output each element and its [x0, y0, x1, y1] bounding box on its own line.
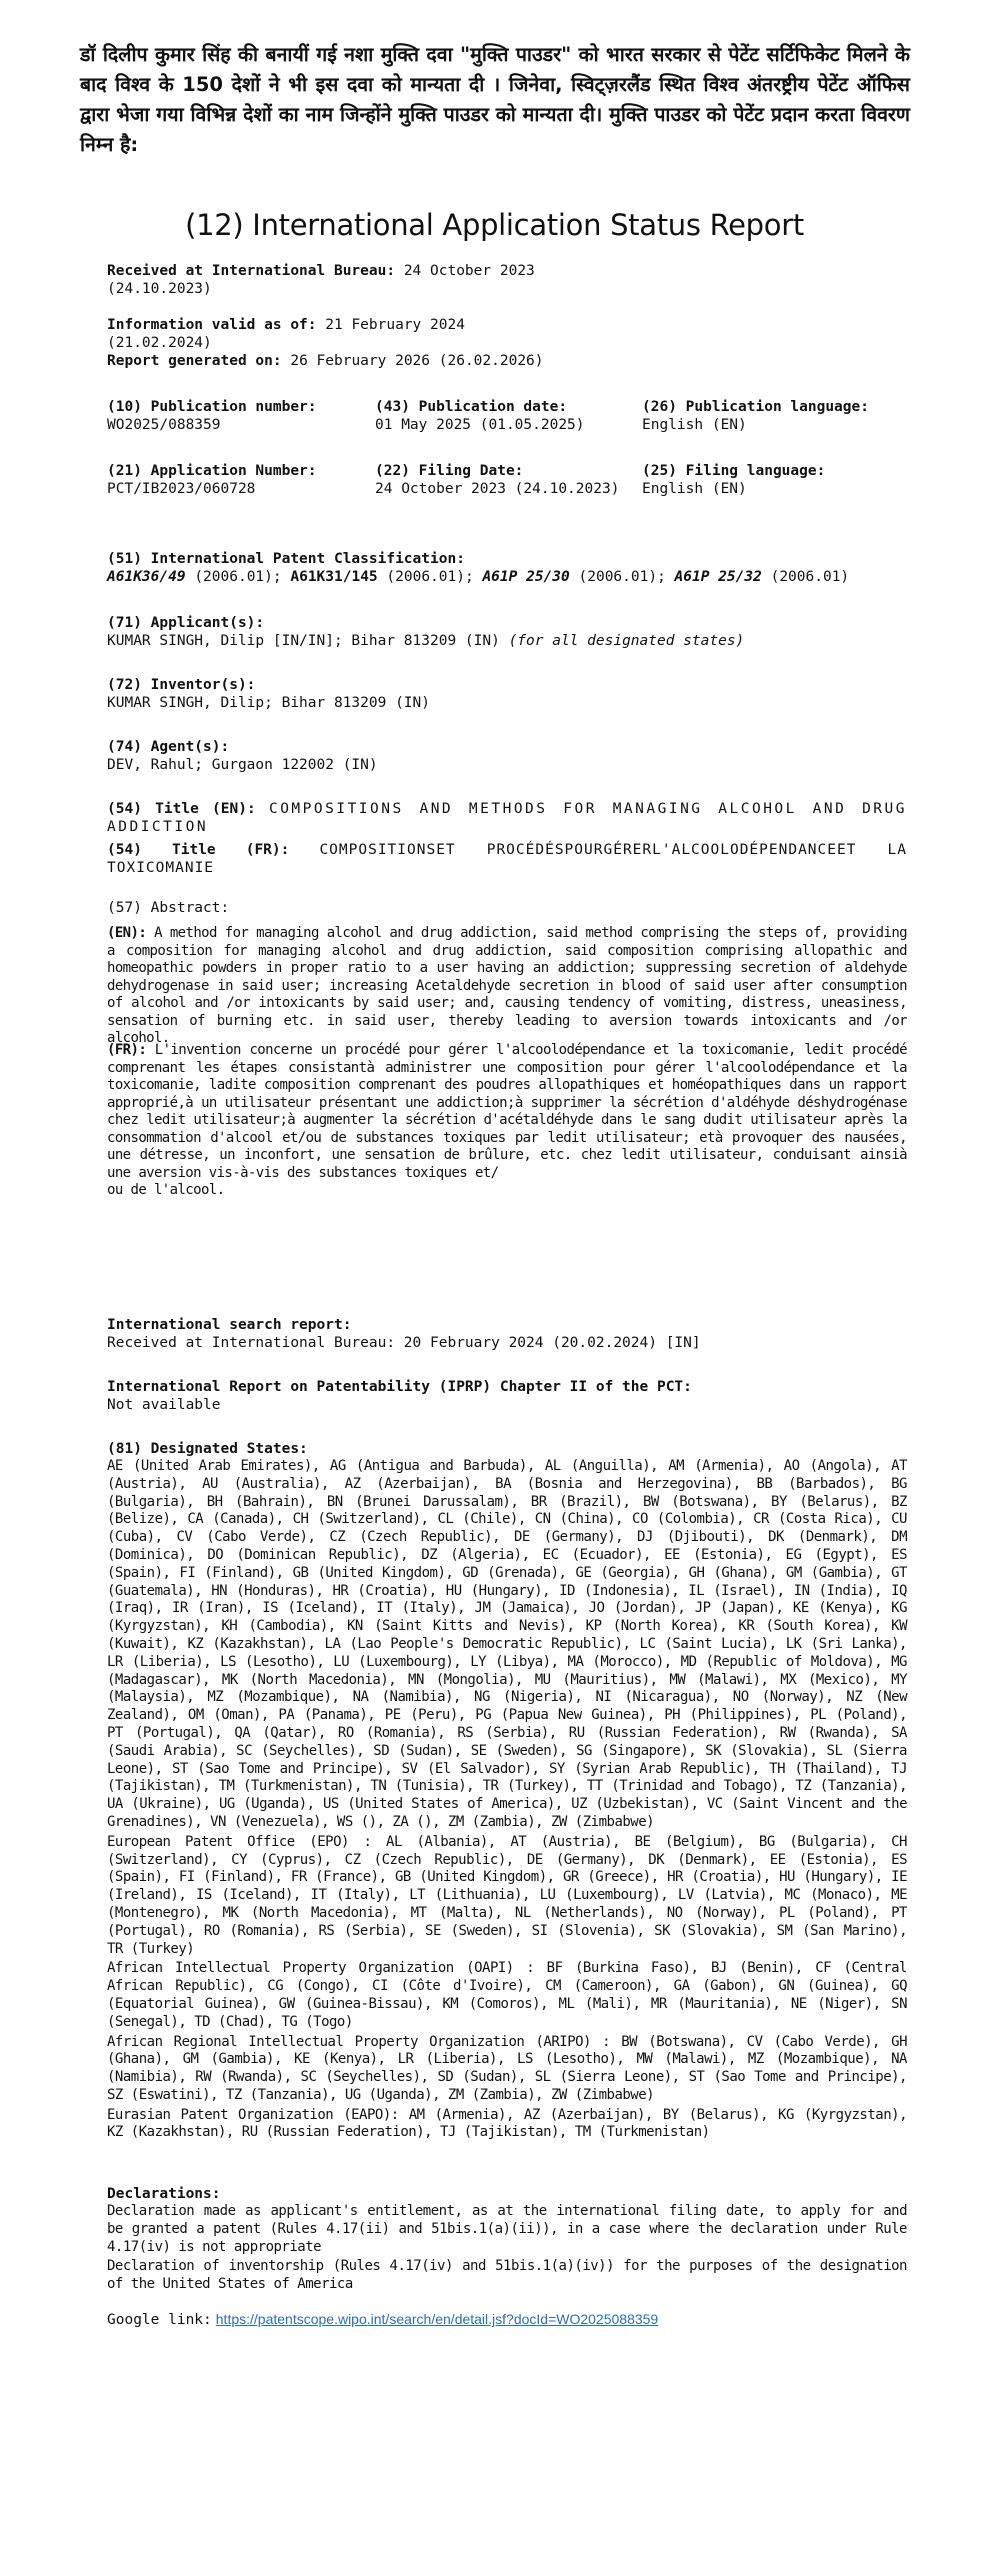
search-report-block	[107, 1316, 907, 1352]
publication-date-label: (43) Publication date:	[375, 399, 568, 415]
publication-number-value: WO2025/088359	[107, 417, 221, 433]
ipc-code: A61P 25/30	[482, 569, 570, 585]
abstract-fr	[107, 1042, 907, 1200]
ipc-code: A61K36/49	[107, 569, 186, 585]
ipc-version: (2006.01);	[386, 569, 474, 585]
abstract-fr-text: L'invention concerne un procédé pour gérer l'alcoolodépendance et la toxicomanie, ledit procédé comprenant les étapes consistantà administrer une composition pour gérer l'alcoolodépendance et la toxicomanie, ladite composition comprenant des poudres allopathiques et homéopathiques dans un rapport approprié,à un utilisateur présentant une addiction;à supprimer la sécrétion d'aldéhyde déshydrogénase chez ledit utilisateur;à augmenter la sécrétion d'acétaldéhyde dans le sang dudit utilisateur après la consommation d'alcool et/ou de substances toxiques par ledit utilisateur; età provoquer des nausées, une détresse, un inconfort, une sensation de brûlure, etc. chez ledit utilisateur, conduisant ainsià une aversion vis-à-vis des substances toxiques et/	[107, 1042, 907, 1181]
ipc-label: (51) International Patent Classification:	[107, 551, 465, 567]
title-en-label: (54) Title (EN):	[107, 801, 256, 817]
applicant-note: (for all designated states)	[508, 633, 745, 649]
declarations-block	[107, 2185, 907, 2296]
designated-states-block	[107, 1440, 907, 2144]
filing-language-value: English (EN)	[642, 481, 747, 497]
designated-oapi-list: African Intellectual Property Organization (OAPI) : BF (Burkina Faso), BJ (Benin), CF (Central African Republic), CG (Congo), CI (Côte d'Ivoire), CM (Cameroon), GA (Gabon), GN (Guinea), GQ (Equatorial Guinea), GW (Guinea-Bissau), KM (Comoros), ML (Mali), MR (Mauritania), NE (Niger), SN (Senegal), TD (Chad), TG (Togo)	[107, 1960, 907, 2030]
inventor-block	[107, 676, 907, 712]
publication-date	[375, 398, 645, 434]
report-title: (12) International Application Status Report	[185, 208, 804, 242]
ipc-version: (2006.01);	[194, 569, 282, 585]
ipc-block	[107, 550, 907, 586]
google-link-label: Google link:	[107, 2312, 212, 2328]
iprp-block	[107, 1378, 907, 1414]
filing-date	[375, 462, 645, 498]
received-label: Received at International Bureau:	[107, 263, 396, 279]
search-report-label: International search report:	[107, 1317, 352, 1333]
filing-language	[642, 462, 912, 498]
ipc-code: A61P 25/32	[674, 569, 762, 585]
abstract-en	[107, 925, 907, 1048]
abstract-en-text: A method for managing alcohol and drug addiction, said method comprising the steps of, providing a composition for managing alcohol and drug addiction, said composition comprising allopathic and homeopathic powders in proper ratio to a user having an addiction; suppressing secretion of aldehyde dehydrogenase in said user; increasing Acetaldehyde secretion in blood of said user after consumption of alcohol and /or intoxicants by said user; and, causing tendency of vomiting, distress, uneasiness, sensation of burning etc. in said user, thereby leading to aversion towards intoxicants and /or alcohol.	[107, 925, 907, 1046]
title-en-block	[107, 800, 907, 836]
designated-states-label: (81) Designated States:	[107, 1441, 308, 1457]
application-number	[107, 462, 377, 498]
publication-language	[642, 398, 912, 434]
applicant-label: (71) Applicant(s):	[107, 615, 265, 631]
applicant-name: KUMAR SINGH, Dilip [IN/IN]; Bihar 813209 (IN)	[107, 633, 500, 649]
inventor-value: KUMAR SINGH, Dilip; Bihar 813209 (IN)	[107, 695, 431, 711]
designated-national-list: AE (United Arab Emirates), AG (Antigua and Barbuda), AL (Anguilla), AM (Armenia), AO (Angola), AT (Austria), AU (Australia), AZ (Azerbaijan), BA (Bosnia and Herzegovina), BB (Barbados), BG (Bulgaria), BH (Bahrain), BN (Brunei Darussalam), BR (Brazil), BW (Botswana), BY (Belarus), BZ (Belize), CA (Canada), CH (Switzerland), CL (Chile), CN (China), CO (Colombia), CR (Costa Rica), CU (Cuba), CV (Cabo Verde), CZ (Czech Republic), DE (Germany), DJ (Djibouti), DK (Denmark), DM (Dominica), DO (Dominican Republic), DZ (Algeria), EC (Ecuador), EE (Estonia), EG (Egypt), ES (Spain), FI (Finland), GB (United Kingdom), GD (Grenada), GE (Georgia), GH (Ghana), GM (Gambia), GT (Guatemala), HN (Honduras), HR (Croatia), HU (Hungary), ID (Indonesia), IL (Israel), IN (India), IQ (Iraq), IR (Iran), IS (Iceland), IT (Italy), JM (Jamaica), JO (Jordan), JP (Japan), KE (Kenya), KG (Kyrgyzstan), KH (Cambodia), KN (Saint Kitts and Nevis), KP (North Korea), KR (South Korea), KW (Kuwait), KZ (Kazakhstan), LA (Lao People's Democratic Republic), LC (Saint Lucia), LK (Sri Lanka), LR (Liberia), LS (Lesotho), LU (Luxembourg), LY (Libya), MA (Morocco), MD (Republic of Moldova), MG (Madagascar), MK (North Macedonia), MN (Mongolia), MU (Mauritius), MW (Malawi), MX (Mexico), MY (Malaysia), MZ (Mozambique), NA (Namibia), NG (Nigeria), NI (Nicaragua), NO (Norway), NZ (New Zealand), OM (Oman), PA (Panama), PE (Peru), PG (Papua New Guinea), PH (Philippines), PL (Poland), PT (Portugal), QA (Qatar), RO (Romania), RS (Serbia), RU (Russian Federation), RW (Rwanda), SA (Saudi Arabia), SC (Seychelles), SD (Sudan), SE (Sweden), SG (Singapore), SK (Slovakia), SL (Sierra Leone), ST (Sao Tome and Principe), SV (El Salvador), SY (Syrian Arab Republic), TH (Thailand), TJ (Tajikistan), TM (Turkmenistan), TN (Tunisia), TR (Turkey), TT (Trinidad and Tobago), TZ (Tanzania), UA (Ukraine), UG (Uganda), US (United States of America), UZ (Uzbekistan), VC (Saint Vincent and the Grenadines), VN (Venezuela), WS (), ZA (), ZM (Zambia), ZW (Zimbabwe)	[107, 1458, 907, 1830]
title-en-value: COMPOSITIONS AND METHODS FOR MANAGING ALCOHOL AND DRUG ADDICTION	[107, 801, 907, 835]
received-value: 24 October 2023	[403, 263, 535, 279]
filing-date-label: (22) Filing Date:	[375, 463, 524, 479]
designated-aripo-list: African Regional Intellectual Property Organization (ARIPO) : BW (Botswana), CV (Cabo Verde), GH (Ghana), GM (Gambia), KE (Kenya), LR (Liberia), LS (Lesotho), MW (Malawi), MZ (Mozambique), NA (Namibia), RW (Rwanda), SC (Seychelles), SD (Sudan), SL (Sierra Leone), ST (Sao Tome and Principe), SZ (Eswatini), TZ (Tanzania), UG (Uganda), ZM (Zambia), ZW (Zimbabwe)	[107, 2033, 907, 2103]
google-link-block	[107, 2311, 907, 2329]
inventor-label: (72) Inventor(s):	[107, 677, 256, 693]
title-fr-block	[107, 841, 907, 877]
received-value-numeric: (24.10.2023)	[107, 281, 212, 297]
application-number-label: (21) Application Number:	[107, 463, 317, 479]
publication-date-value: 01 May 2025 (01.05.2025)	[375, 417, 585, 433]
agent-label: (74) Agent(s):	[107, 739, 230, 755]
designated-eapo-list: Eurasian Patent Organization (EAPO): AM (Armenia), AZ (Azerbaijan), BY (Belarus), KG (Kyrgyzstan), KZ (Kazakhstan), RU (Russian Federation), TJ (Tajikistan), TM (Turkmenistan)	[107, 2106, 907, 2141]
declaration-entitlement: Declaration made as applicant's entitlement, as at the international filing date, to apply for and be granted a patent (Rules 4.17(ii) and 51bis.1(a)(ii)), in a case where the declaration under Rule 4.17(iv) is not appropriate	[107, 2203, 907, 2255]
abstract-label: (57) Abstract:	[107, 900, 230, 916]
filing-date-value: 24 October 2023 (24.10.2023)	[375, 481, 620, 497]
valid-block	[107, 316, 907, 370]
ipc-codes	[107, 568, 907, 586]
applicant-block	[107, 614, 907, 650]
search-report-value: Received at International Bureau: 20 February 2024 (20.02.2024) [IN]	[107, 1335, 701, 1351]
publication-number	[107, 398, 377, 434]
publication-language-label: (26) Publication language:	[642, 399, 869, 415]
publication-number-label: (10) Publication number:	[107, 399, 317, 415]
valid-label: Information valid as of:	[107, 317, 317, 333]
received-block	[107, 262, 907, 298]
declaration-inventorship: Declaration of inventorship (Rules 4.17(iv) and 51bis.1(a)(iv)) for the purposes of the designation of the United States of America	[107, 2258, 907, 2293]
title-fr-value: COMPOSITIONSET PROCÉDÉSPOURGÉRERL'ALCOOLODÉPENDANCEET LA TOXICOMANIE	[107, 842, 907, 876]
generated-label: Report generated on:	[107, 353, 282, 369]
title-fr-label: (54) Title (FR):	[107, 842, 290, 858]
intro-paragraph-hindi: डॉ दिलीप कुमार सिंह की बनायीं गई नशा मुक्ति दवा "मुक्ति पाउडर" को भारत सरकार से पेटेंट सर्टिफिकेट मिलने के बाद विश्व के 150 देशों ने भी इस दवा को मान्यता दी । जिनेवा, स्विट्ज़रलैंड स्थित विश्व अंतरष्ट्रीय पेटेंट ऑफिस द्वारा भेजा गया विभिन्न देशों का नाम जिन्होंने मुक्ति पाउडर को मान्यता दी। मुक्ति पाउडर को पेटेंट प्रदान करता विवरण निम्न है:	[80, 43, 910, 156]
patentscope-link[interactable]: https://patentscope.wipo.int/search/en/detail.jsf?docId=WO2025088359	[215, 2311, 659, 2327]
ipc-version: (2006.01);	[578, 569, 666, 585]
abstract-en-label: (EN):	[107, 925, 147, 941]
valid-value-numeric: (21.02.2024)	[107, 335, 212, 351]
abstract-fr-tail: ou de l'alcool.	[107, 1182, 225, 1198]
agent-block	[107, 738, 907, 774]
declarations-label: Declarations:	[107, 2186, 221, 2202]
generated-value: 26 February 2026 (26.02.2026)	[290, 353, 544, 369]
designated-epo-list: European Patent Office (EPO) : AL (Albania), AT (Austria), BE (Belgium), BG (Bulgaria), CH (Switzerland), CY (Cyprus), CZ (Czech Republic), DE (Germany), DK (Denmark), EE (Estonia), ES (Spain), FI (Finland), FR (France), GB (United Kingdom), GR (Greece), HR (Croatia), HU (Hungary), IE (Ireland), IS (Iceland), IT (Italy), LT (Lithuania), LU (Luxembourg), LV (Latvia), MC (Monaco), ME (Montenegro), MK (North Macedonia), MT (Malta), NL (Netherlands), NO (Norway), PL (Poland), PT (Portugal), RO (Romania), RS (Serbia), SE (Sweden), SI (Slovenia), SK (Slovakia), SM (San Marino), TR (Turkey)	[107, 1833, 907, 1957]
ipc-code: A61K31/145	[290, 569, 378, 585]
abstract-fr-label: (FR):	[107, 1042, 147, 1058]
iprp-value: Not available	[107, 1397, 221, 1413]
agent-value: DEV, Rahul; Gurgaon 122002 (IN)	[107, 757, 378, 773]
ipc-version: (2006.01)	[770, 569, 850, 585]
iprp-label: International Report on Patentability (IPRP) Chapter II of the PCT:	[107, 1379, 692, 1395]
valid-value: 21 February 2024	[325, 317, 465, 333]
publication-language-value: English (EN)	[642, 417, 747, 433]
filing-language-label: (25) Filing language:	[642, 463, 826, 479]
application-number-value: PCT/IB2023/060728	[107, 481, 256, 497]
